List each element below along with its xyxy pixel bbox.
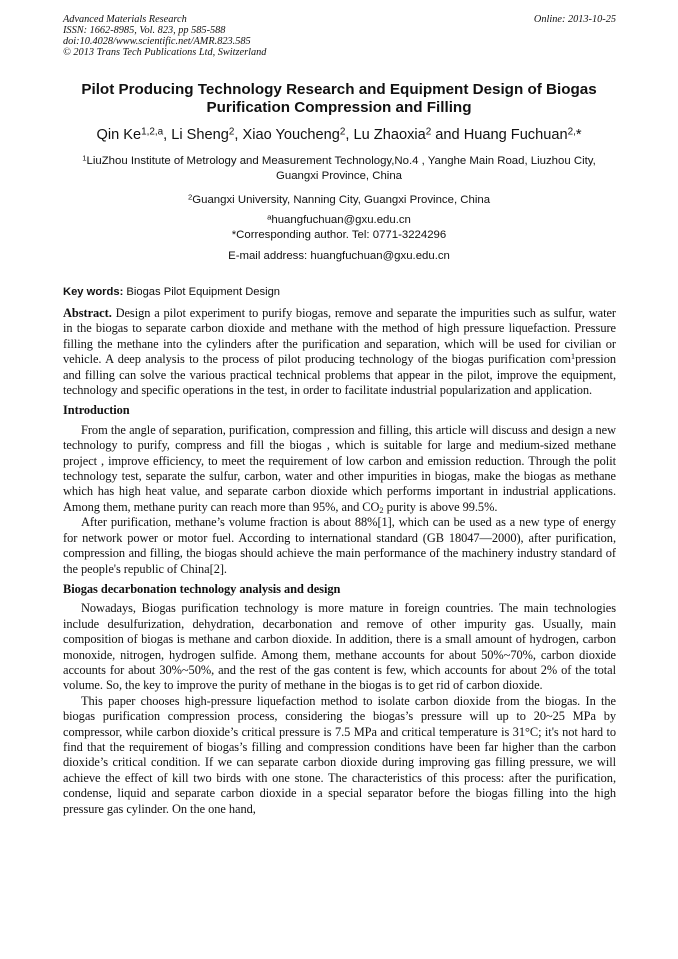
affiliation-number: 1 xyxy=(82,153,87,163)
corresponding-author-line: *Corresponding author. Tel: 0771-3224296 xyxy=(231,229,447,241)
author-affiliation-mark: 2 xyxy=(228,126,235,138)
author-name: Li Sheng xyxy=(171,127,229,143)
author-separator: , xyxy=(345,127,354,143)
section-heading-introduction: Introduction xyxy=(63,403,130,418)
author-name: Xiao Youcheng xyxy=(242,127,340,143)
paragraph-text: purity is above 99.5%. xyxy=(383,499,498,514)
abstract-text: Design a pilot experiment to purify biogas, remove and separate the impurities such as sulfur, water in the biogas to separate carbon dioxide and methane with the method of high pressure liquefaction. Pressure filling the methane into the cylinders after the purification and separation, which will be used for civilian or vehicle. A deep analysis to the process of pilot producing technology of the biogas purification com xyxy=(63,306,616,367)
email-address-line[interactable]: E-mail address: huangfuchuan@gxu.edu.cn xyxy=(228,250,450,262)
online-date: Online: 2013-10-25 xyxy=(533,14,616,25)
paragraph: After purification, methane’s volume fraction is about 88%[1], which can be used as a new type of energy for network power or motor fuel. According to international standard (GB 18047—2000), after purification, compression and filling, the biogas should achieve the main performance of the machinery industry standard of the people's republic of China[2]. xyxy=(63,515,616,576)
author-list xyxy=(40,125,638,145)
journal-name: Advanced Materials Research xyxy=(63,14,187,25)
paper-title xyxy=(60,81,618,117)
author-name: Huang Fuchuan xyxy=(463,127,568,143)
section-heading-decarbonation: Biogas decarbonation technology analysis and design xyxy=(63,581,341,596)
title-line-1: Pilot Producing Technology Research and Equipment Design of Biogas xyxy=(81,81,597,98)
author-affiliation-mark: 1,2,a xyxy=(141,126,164,138)
journal-issn: ISSN: 1662-8985, Vol. 823, pp 585-588 xyxy=(63,25,226,36)
author-separator: and xyxy=(431,127,464,143)
paragraph: This paper chooses high-pressure liquefaction method to isolate carbon dioxide from the biogas. In the biogas purification compression process, considering the biogas’s pressure will up to 20~25 MPa by compressor, while carbon dioxide’s critical pressure is 7.5 MPa and critical temperature is 31°C; it's not hard to find that the requirement of biogas’s filling and compression conditions have been far higher than the carbon dioxide’s critical condition. If we can separate carbon dioxide during improving gas filling pressure, we will achieve the effect of kill two birds with one stone. The characteristics of this process: after the purification, condense, liquid and separate carbon dioxide in a special separator before the biogas filling into the high pressure gas cylinder. On the one hand, xyxy=(63,693,616,816)
affiliation-1 xyxy=(60,154,618,184)
subscript: 2 xyxy=(379,504,384,515)
affiliation-text: Guangxi University, Nanning City, Guangxi Province, China xyxy=(192,194,491,206)
keywords xyxy=(63,285,616,299)
author-email xyxy=(60,213,618,228)
author-separator: , xyxy=(163,127,172,143)
journal-doi: doi:10.4028/www.scientific.net/AMR.823.585 xyxy=(63,36,251,47)
affiliation-text: LiuZhou Institute of Metrology and Measurement Technology,No.4 , Yanghe Main Road, Liuzhou City, Guangxi Province, China xyxy=(86,155,596,182)
paragraph: Nowadays, Biogas purification technology is more mature in foreign countries. The main technologies include desulfurization, dehydration, decarbonation and remove of other impurity gas. Usually, main composition of biogas is methane and carbon dioxide. In addition, there is a small amount of hydrogen, carbon monoxide, nitrogen, hydrogen sulfide. Among them, methane accounts for about 50%~70%, carbon dioxide accounts for about 30%~50%, and the rest of the gas content is few, which accounts for about 2% of the total volume. So, the key to improve the purity of methane in the biogas is to get rid of carbon dioxide. xyxy=(63,601,616,693)
corresponding-author-mark: * xyxy=(575,127,582,143)
email-text[interactable]: huangfuchuan@gxu.edu.cn xyxy=(271,214,411,226)
email-mark: a xyxy=(267,212,272,222)
author-affiliation-mark: 2 xyxy=(425,126,432,138)
journal-header xyxy=(63,14,616,58)
abstract xyxy=(63,306,616,398)
author-separator: , xyxy=(234,127,243,143)
keywords-label: Key words: xyxy=(63,286,124,298)
author-affiliation-mark: 2 xyxy=(339,126,346,138)
affiliation-number: 2 xyxy=(187,192,193,202)
keywords-text: Biogas Pilot Equipment Design xyxy=(123,286,281,298)
author-affiliation-mark: 2, xyxy=(567,126,576,138)
abstract-text-continued: pression and filling can solve the various practical technical problems that appear in the pilot, improve the equipment, technology and specific operations in the test, in order to facilitate industrial popularization and application. xyxy=(63,352,616,398)
abstract-label: Abstract. xyxy=(63,306,112,320)
abstract-footnote-mark: 1 xyxy=(570,351,576,362)
affiliation-2 xyxy=(60,193,618,208)
author-name: Lu Zhaoxia xyxy=(353,127,426,143)
author-name: Qin Ke xyxy=(96,127,142,143)
paper-body xyxy=(63,306,616,817)
title-line-2: Purification Compression and Filling xyxy=(206,99,472,116)
journal-copyright: © 2013 Trans Tech Publications Ltd, Switzerland xyxy=(63,47,267,58)
paragraph xyxy=(63,423,616,515)
paragraph-text: From the angle of separation, purification, compression and filling, this article will discuss and design a new technology to purify, compress and fill the biogas , which is suitable for large and medium-sized methane project , improve efficiency, to meet the requirement of low carbon and emission reduction. Through the polit technology test, separate the sulfur, carbon, water and other impurities in biogas, make the biogas as methane which has high heat value, and separate carbon dioxide which performs important in industrial applications. Among them, methane purity can reach more than 95%, and CO xyxy=(63,422,616,514)
